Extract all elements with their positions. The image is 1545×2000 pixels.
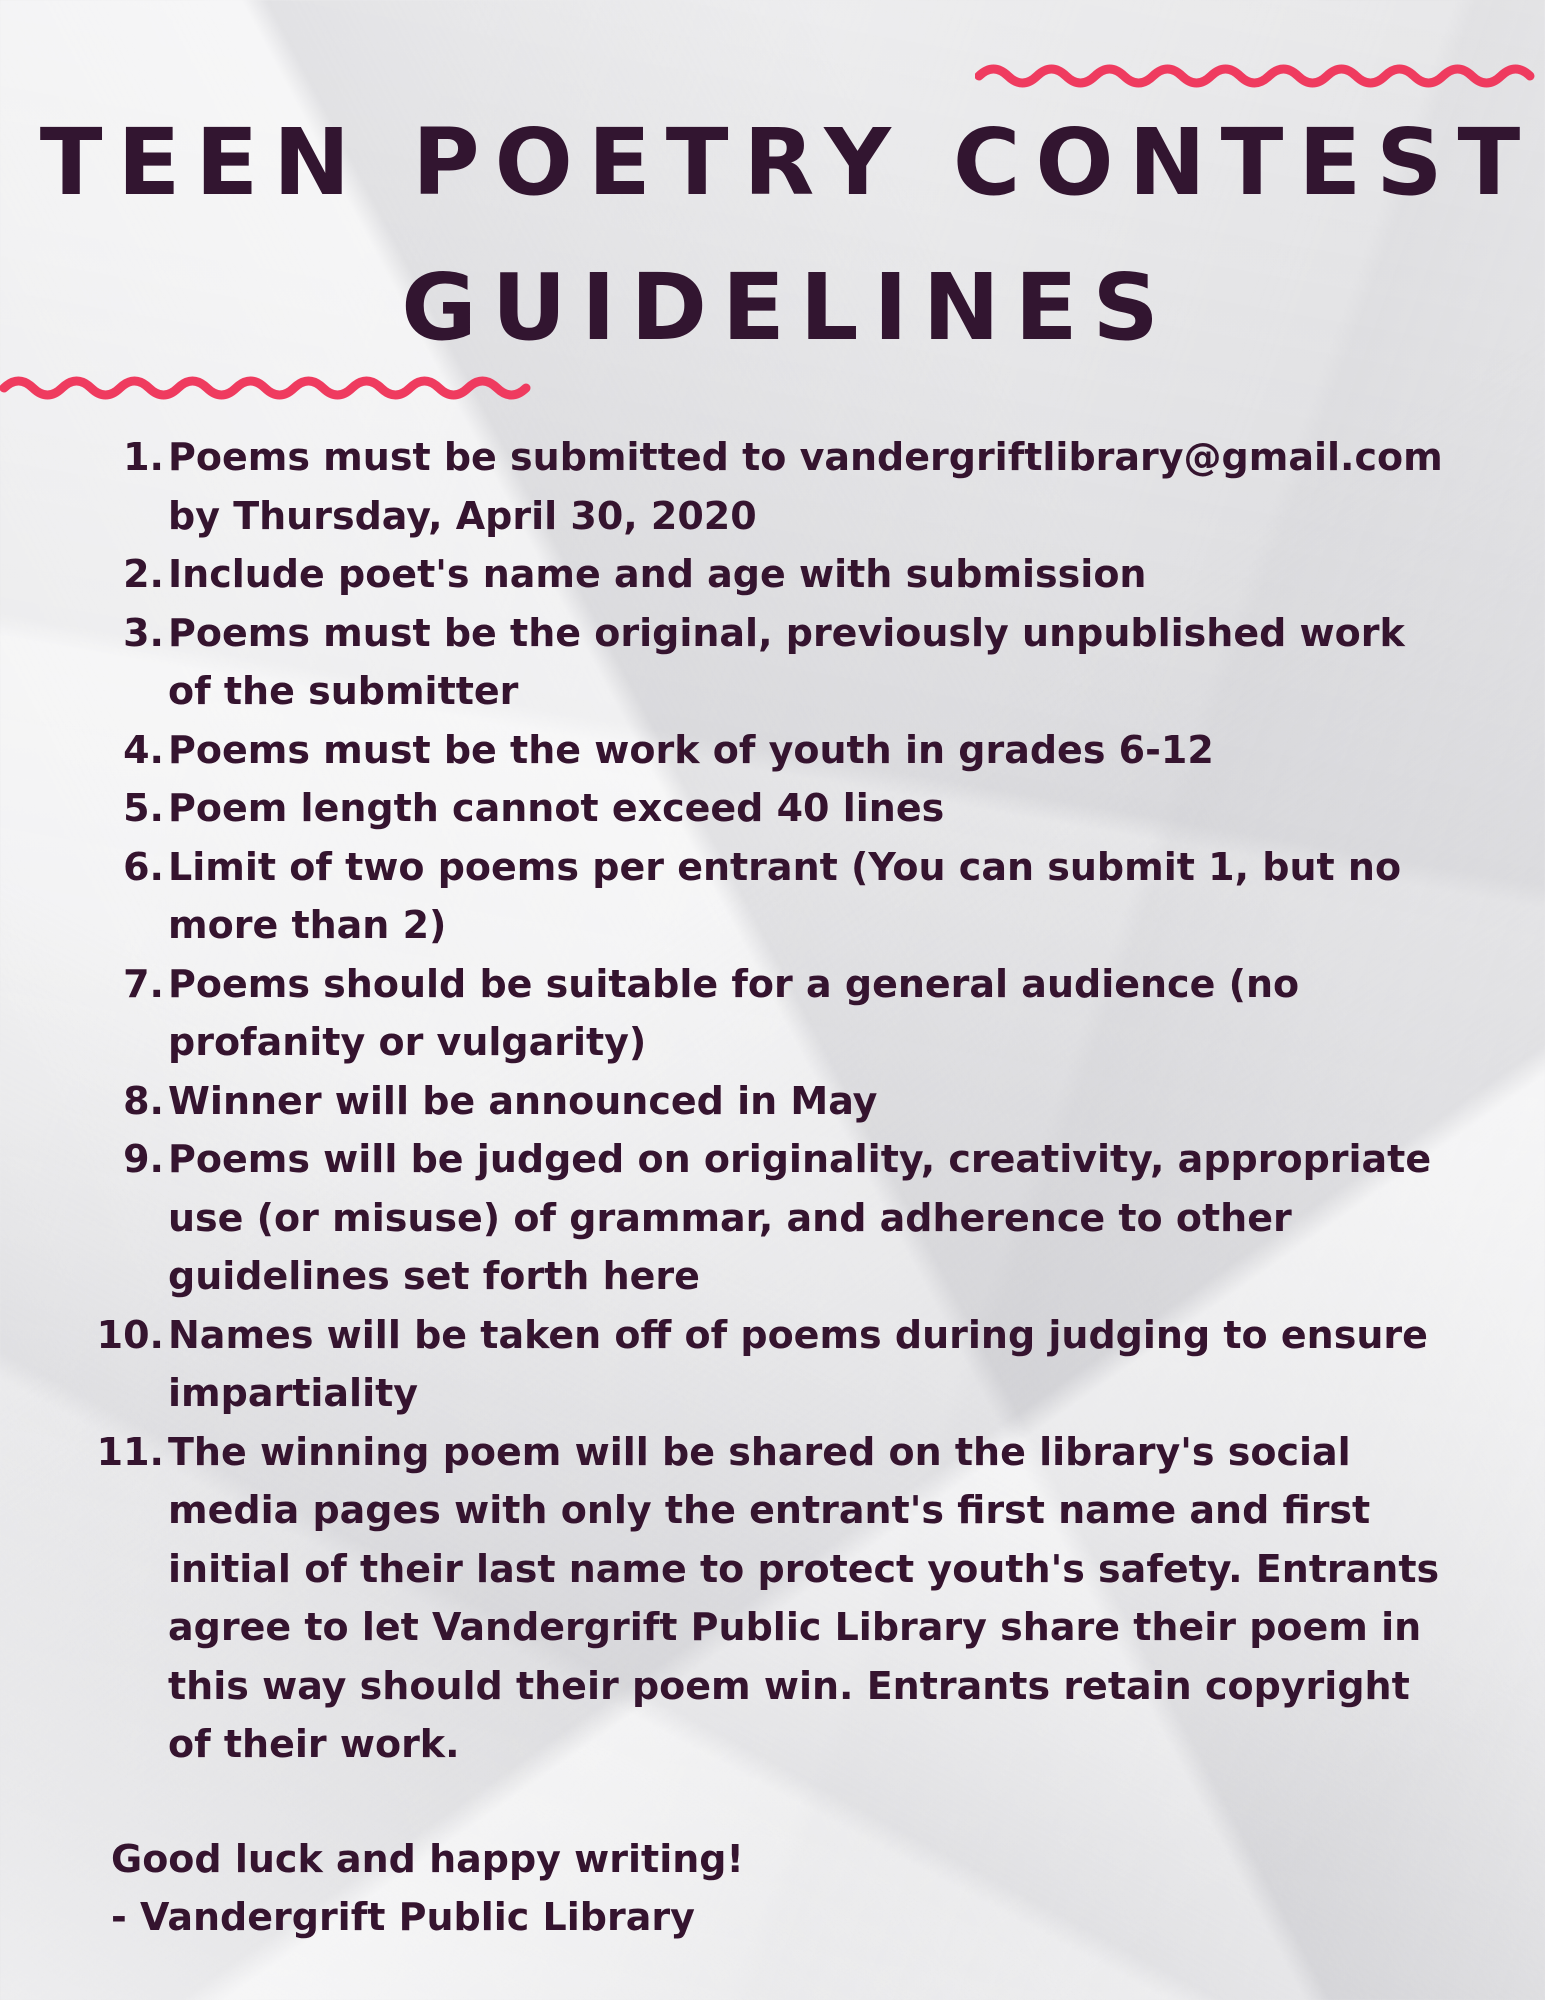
guideline-text: Limit of two poems per entrant (You can submit 1, but no more than 2): [168, 844, 1402, 947]
guideline-item: [88, 779, 1448, 838]
guideline-text: Winner will be announced in May: [168, 1078, 878, 1123]
guideline-number: 8.: [123, 1078, 164, 1123]
guideline-item: [88, 545, 1448, 604]
guideline-number: 3.: [123, 610, 164, 655]
guideline-item: [88, 721, 1448, 780]
guideline-number: 6.: [123, 844, 164, 889]
guideline-item: [88, 1130, 1448, 1306]
guideline-text: Poems must be submitted to vandergriftlibrary@gmail.com by Thursday, April 30, 2020: [168, 435, 1443, 538]
guideline-number: 2.: [123, 552, 164, 596]
guidelines-list: [88, 428, 1448, 1774]
guideline-text: The winning poem will be shared on the library's social media pages with only the entrant's first name and first initial of their last name to protect youth's safety. Entrants agree to let Vandergrift Public Library share their poem in this way should their poem win. Entrants retain copyright of their work.: [168, 1429, 1440, 1766]
page-title-line-1: TEEN POETRY CONTEST: [39, 109, 1536, 216]
guideline-number: 11.: [96, 1429, 164, 1474]
guideline-text: Include poet's name and age with submission: [168, 552, 1147, 596]
guideline-number: 5.: [123, 786, 164, 830]
guideline-text: Poems will be judged on originality, creativity, appropriate use (or misuse) of grammar, and adherence to other guidelines set forth here: [168, 1137, 1432, 1298]
closing-signature: - Vandergrift Public Library: [111, 1895, 695, 1939]
guideline-text: Names will be taken off of poems during judging to ensure impartiality: [168, 1312, 1428, 1415]
guideline-item: [88, 1072, 1448, 1131]
decorative-wave-top: [975, 58, 1545, 94]
guideline-item: [88, 604, 1448, 721]
guideline-text: Poems must be the original, previously unpublished work of the submitter: [168, 610, 1405, 713]
guideline-item: [88, 838, 1448, 955]
guideline-number: 10.: [96, 1312, 164, 1357]
guideline-number: 9.: [123, 1137, 164, 1181]
decorative-wave-bottom: [0, 370, 545, 406]
guideline-text: Poems should be suitable for a general audience (no profanity or vulgarity): [168, 961, 1300, 1064]
guideline-text: Poem length cannot exceed 40 lines: [168, 786, 945, 830]
guideline-item: [88, 1306, 1448, 1423]
closing-message: [111, 1830, 744, 1946]
guideline-number: 4.: [123, 727, 164, 772]
guideline-number: 7.: [123, 961, 164, 1006]
guideline-number: 1.: [123, 435, 164, 479]
guideline-item: [88, 1423, 1448, 1774]
guideline-item: [88, 955, 1448, 1072]
guideline-item: [88, 428, 1448, 545]
page-title-line-2: GUIDELINES: [401, 254, 1174, 361]
guideline-text: Poems must be the work of youth in grades 6-12: [168, 727, 1214, 772]
closing-greeting: Good luck and happy writing!: [111, 1837, 744, 1881]
